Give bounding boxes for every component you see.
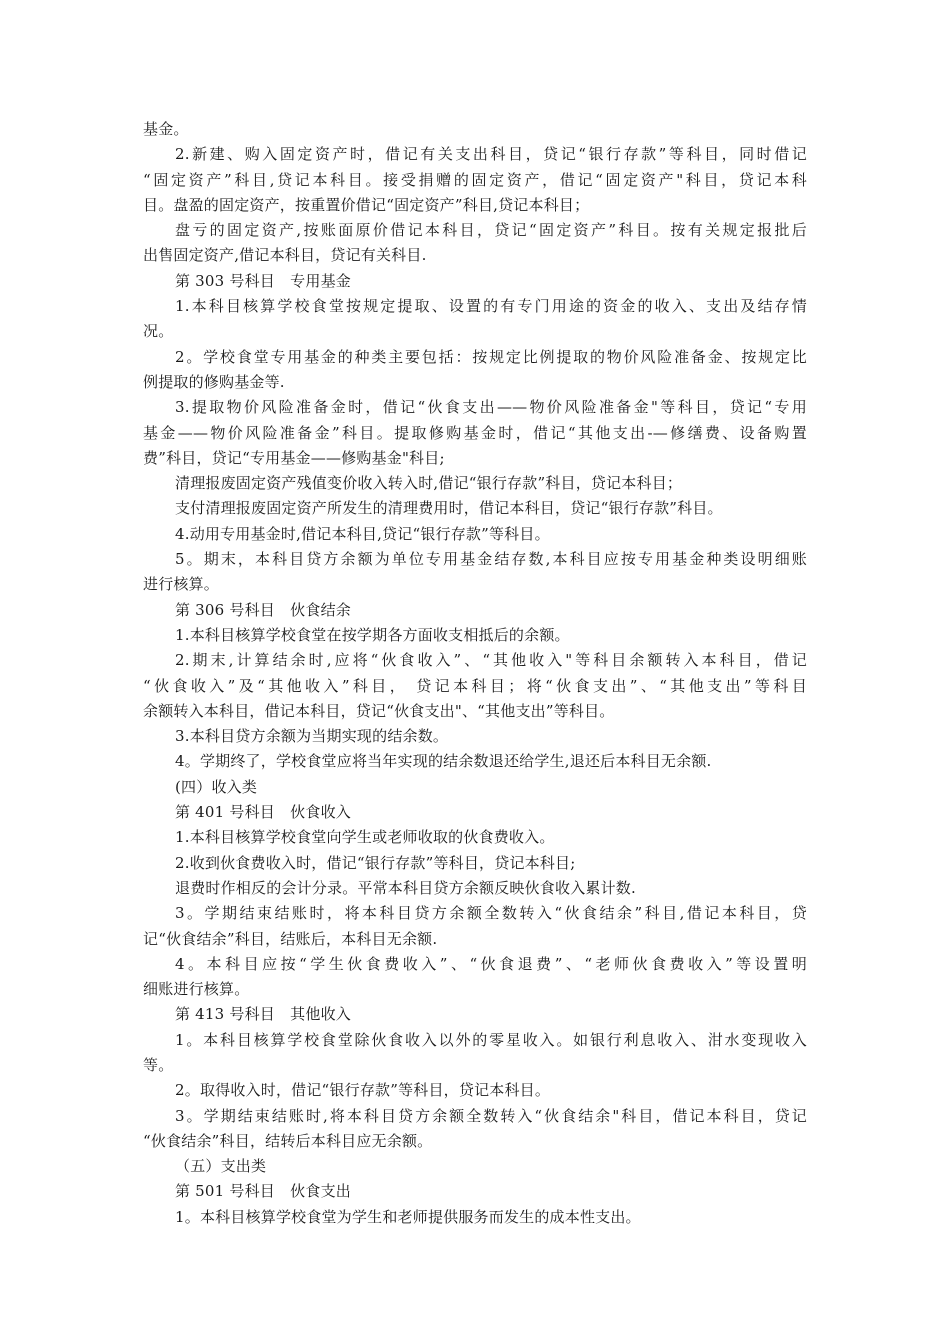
- section-heading: 第 306 号科目 伙食结余: [175, 600, 351, 619]
- text-line: 4.动用专用基金时,借记本科目,贷记“银行存款”等科目。: [175, 524, 550, 543]
- text-line: 2.收到伙食费收入时，借记“银行存款”等科目，贷记本科目;: [175, 853, 576, 872]
- text-line: 1。本科目核算学校食堂为学生和老师提供服务而发生的成本性支出。: [175, 1207, 641, 1226]
- text-line: 等。: [143, 1055, 174, 1074]
- section-heading: 第 501 号科目 伙食支出: [175, 1182, 351, 1201]
- section-heading: 第 413 号科目 其他收入: [175, 1005, 351, 1024]
- section-heading: 第 303 号科目 专用基金: [175, 271, 351, 290]
- text-line: 进行核算。: [143, 575, 220, 594]
- text-line: 盘亏的固定资产,按账面原价借记本科目，贷记“固定资产”科目。按有关规定报批后: [175, 221, 807, 240]
- text-line: “固定资产”科目,贷记本科目。接受捐赠的固定资产，借记“固定资产"科目，贷记本科: [143, 170, 807, 189]
- text-line: 5。期末，本科目贷方余额为单位专用基金结存数,本科目应按专用基金种类设明细账: [175, 550, 807, 569]
- text-line: 3。学期结束结账时，将本科目贷方余额全数转入“伙食结余”科目,借记本科目，贷: [175, 904, 807, 923]
- text-line: 余额转入本科目，借记本科目，贷记“伙食支出"、“其他支出”等科目。: [143, 701, 615, 720]
- document-page: [143, 117, 807, 1230]
- text-line: 4。学期终了，学校食堂应将当年实现的结余数退还给学生,退还后本科目无余额.: [175, 752, 712, 771]
- text-line: 例提取的修购基金等.: [143, 372, 285, 391]
- text-line: 况。: [143, 322, 174, 341]
- text-line: “伙食收入”及“其他收入”科目， 贷记本科目；将“伙食支出”、“其他支出”等科目: [143, 676, 807, 695]
- text-line: 记“伙食结余”科目，结账后，本科目无余额.: [143, 929, 438, 948]
- text-line: 2.期末,计算结余时,应将“伙食收入”、“其他收入"等科目余额转入本科目，借记: [175, 651, 807, 670]
- text-line: 出售固定资产,借记本科目，贷记有关科目.: [143, 246, 427, 265]
- text-line: 清理报废固定资产残值变价收入转入时,借记“银行存款”科目，贷记本科目；: [175, 474, 683, 493]
- text-line: 退费时作相反的会计分录。平常本科目贷方余额反映伙食收入累计数.: [175, 878, 636, 897]
- text-line: 目。盘盈的固定资产，按重置价借记“固定资产”科目,贷记本科目；: [143, 195, 590, 214]
- text-line: 3。学期结束结账时,将本科目贷方余额全数转入“伙食结余"科目，借记本科目，贷记: [175, 1106, 807, 1125]
- category-heading: （五）支出类: [175, 1157, 267, 1176]
- text-line: 2。取得收入时，借记“银行存款”等科目，贷记本科目。: [175, 1081, 551, 1100]
- text-line: 支付清理报废固定资产所发生的清理费用时，借记本科目，贷记“银行存款”科目。: [175, 499, 723, 518]
- text-line: 细账进行核算。: [143, 980, 250, 999]
- text-line: 3.提取物价风险准备金时，借记“伙食支出——物价风险准备金"等科目，贷记“专用: [175, 398, 807, 417]
- text-line: 1。本科目核算学校食堂除伙食收入以外的零星收入。如银行利息收入、泔水变现收入: [175, 1030, 807, 1049]
- text-line: 1.本科目核算学校食堂在按学期各方面收支相抵后的余额。: [175, 625, 570, 644]
- text-line: 费”科目，贷记“专用基金——修购基金"科目;: [143, 448, 445, 467]
- text-line: 1.本科目核算学校食堂向学生或老师收取的伙食费收入。: [175, 828, 555, 847]
- section-heading: 第 401 号科目 伙食收入: [175, 803, 351, 822]
- text-line: 基金——物价风险准备金”科目。提取修购基金时，借记“其他支出-—修缮费、设备购置: [143, 423, 807, 442]
- text-line: 2。学校食堂专用基金的种类主要包括：按规定比例提取的物价风险准备金、按规定比: [175, 347, 807, 366]
- text-line: 基金。: [143, 120, 189, 138]
- text-line: 1.本科目核算学校食堂按规定提取、设置的有专门用途的资金的收入、支出及结存情: [175, 297, 807, 316]
- text-line: 3.本科目贷方余额为当期实现的结余数。: [175, 727, 449, 746]
- text-line: “伙食结余”科目，结转后本科目应无余额。: [143, 1131, 433, 1150]
- text-line: 4。本科目应按“学生伙食费收入”、“伙食退费”、“老师伙食费收入”等设置明: [175, 954, 807, 973]
- text-line: 2.新建、购入固定资产时，借记有关支出科目，贷记“银行存款”等科目，同时借记: [175, 145, 807, 164]
- category-heading: (四）收入类: [175, 777, 258, 796]
